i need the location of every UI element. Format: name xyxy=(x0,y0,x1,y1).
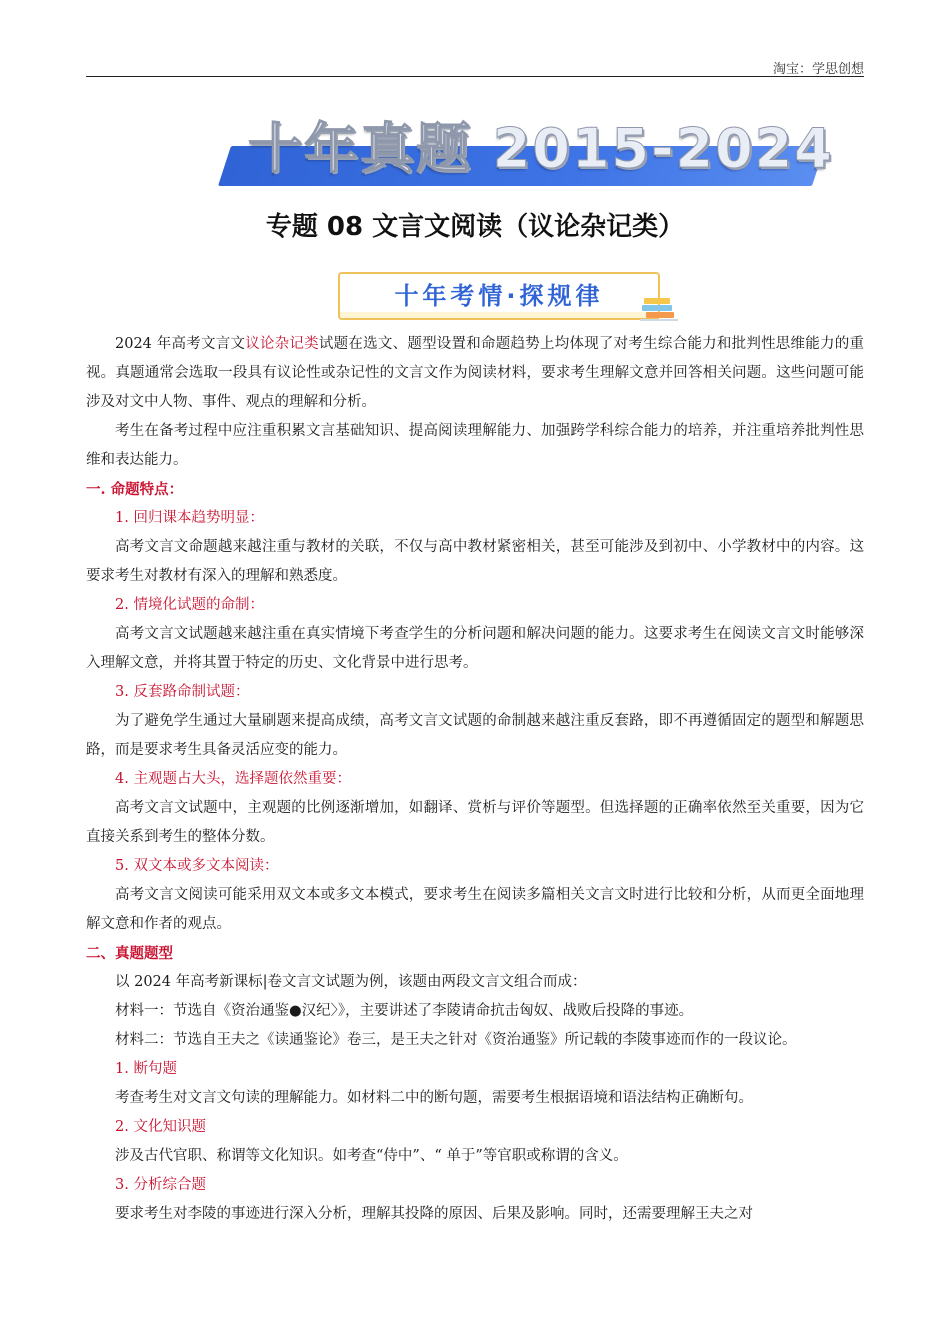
part1-item-title: 1. 回归课本趋势明显： xyxy=(115,510,264,526)
part2-line: 材料二：节选自王夫之《读通鉴论》卷三，是王夫之针对《资治通鉴》所记载的李陵事迹而作的一段议论。 xyxy=(115,1032,797,1048)
document-body xyxy=(86,330,864,1229)
intro-p1-post: 试题在选文、题型设置和命题趋势上均体现了对考生综合能力和批判性思维能力的重视。真题通常会选取一段具有议论性或杂记性的文言文作为阅读材料，要求考生理解文意并回答相关问题。这些问题可能涉及对文中人物、事件、观点的理解和分析。 xyxy=(86,336,865,410)
part2-heading: 二、真题题型 xyxy=(86,945,173,962)
title-banner xyxy=(218,112,834,186)
part1-item-title: 2. 情境化试题的命制： xyxy=(115,597,264,613)
part1-item-title: 3. 反套路命制试题： xyxy=(115,684,250,700)
part1-item-text: 高考文言文命题越来越注重与教材的关联，不仅与高中教材紧密相关，甚至可能涉及到初中、小学教材中的内容。这要求考生对教材有深入的理解和熟悉度。 xyxy=(86,539,864,584)
part2-line: 材料一：节选自《资治通鉴●汉纪〉》，主要讲述了李陵请命抗击匈奴、战败后投降的事迹。 xyxy=(115,1003,694,1019)
intro-paragraph-2: 考生在备考过程中应注重积累文言基础知识、提高阅读理解能力、加强跨学科综合能力的培养，并注重培养批判性思维和表达能力。 xyxy=(86,423,864,468)
intro-highlight: 议论杂记类 xyxy=(245,336,319,352)
part1-item-title: 4. 主观题占大头，选择题依然重要： xyxy=(115,771,351,787)
part1-item-text: 高考文言文阅读可能采用双文本或多文本模式，要求考生在阅读多篇相关文言文时进行比较和分析，从而更全面地理解文意和作者的观点。 xyxy=(86,887,864,932)
page-title: 专题 08 文言文阅读（议论杂记类） xyxy=(265,212,685,242)
part1-item-text: 高考文言文试题越来越注重在真实情境下考查学生的分析问题和解决问题的能力。这要求考生在阅读文言文时能够深入理解文意，并将其置于特定的历史、文化背景中进行思考。 xyxy=(86,626,864,671)
part1-item-title: 5. 双文本或多文本阅读： xyxy=(115,858,279,874)
part2-item-text: 考查考生对文言文句读的理解能力。如材料二中的断句题，需要考生根据语境和语法结构正确断句。 xyxy=(115,1090,753,1106)
part1-item-text: 高考文言文试题中，主观题的比例逐渐增加，如翻译、赏析与评价等题型。但选择题的正确率依然至关重要，因为它直接关系到考生的整体分数。 xyxy=(86,800,864,845)
banner-text: 十年真题 2015-2024 xyxy=(248,117,834,180)
part1-heading: 一. 命题特点： xyxy=(86,481,184,498)
header-source-label: 淘宝：学思创想 xyxy=(772,62,864,77)
part2-item-text: 要求考生对李陵的事迹进行深入分析，理解其投降的原因、后果及影响。同时，还需要理解王夫之对 xyxy=(115,1206,753,1222)
intro-paragraph-1 xyxy=(86,330,864,417)
part2-item-title: 2. 文化知识题 xyxy=(115,1119,206,1135)
part2-item-text: 涉及古代官职、称谓等文化知识。如考查“侍中”、“ 单于”等官职或称谓的含义。 xyxy=(115,1148,628,1164)
part2-item-title: 1. 断句题 xyxy=(115,1061,177,1077)
books-icon xyxy=(640,296,678,322)
part2-line: 以 2024 年高考新课标|卷文言文试题为例，该题由两段文言文组合而成： xyxy=(115,974,587,990)
header-divider xyxy=(86,76,864,77)
section-badge: 十年考情·探规律 xyxy=(338,272,660,320)
part1-item-text: 为了避免学生通过大量刷题来提高成绩，高考文言文试题的命制越来越注重反套路，即不再遵循固定的题型和解题思路，而是要求考生具备灵活应变的能力。 xyxy=(86,713,864,758)
part2-item-title: 3. 分析综合题 xyxy=(115,1177,206,1193)
intro-p1-pre: 2024 年高考文言文 xyxy=(115,336,246,352)
